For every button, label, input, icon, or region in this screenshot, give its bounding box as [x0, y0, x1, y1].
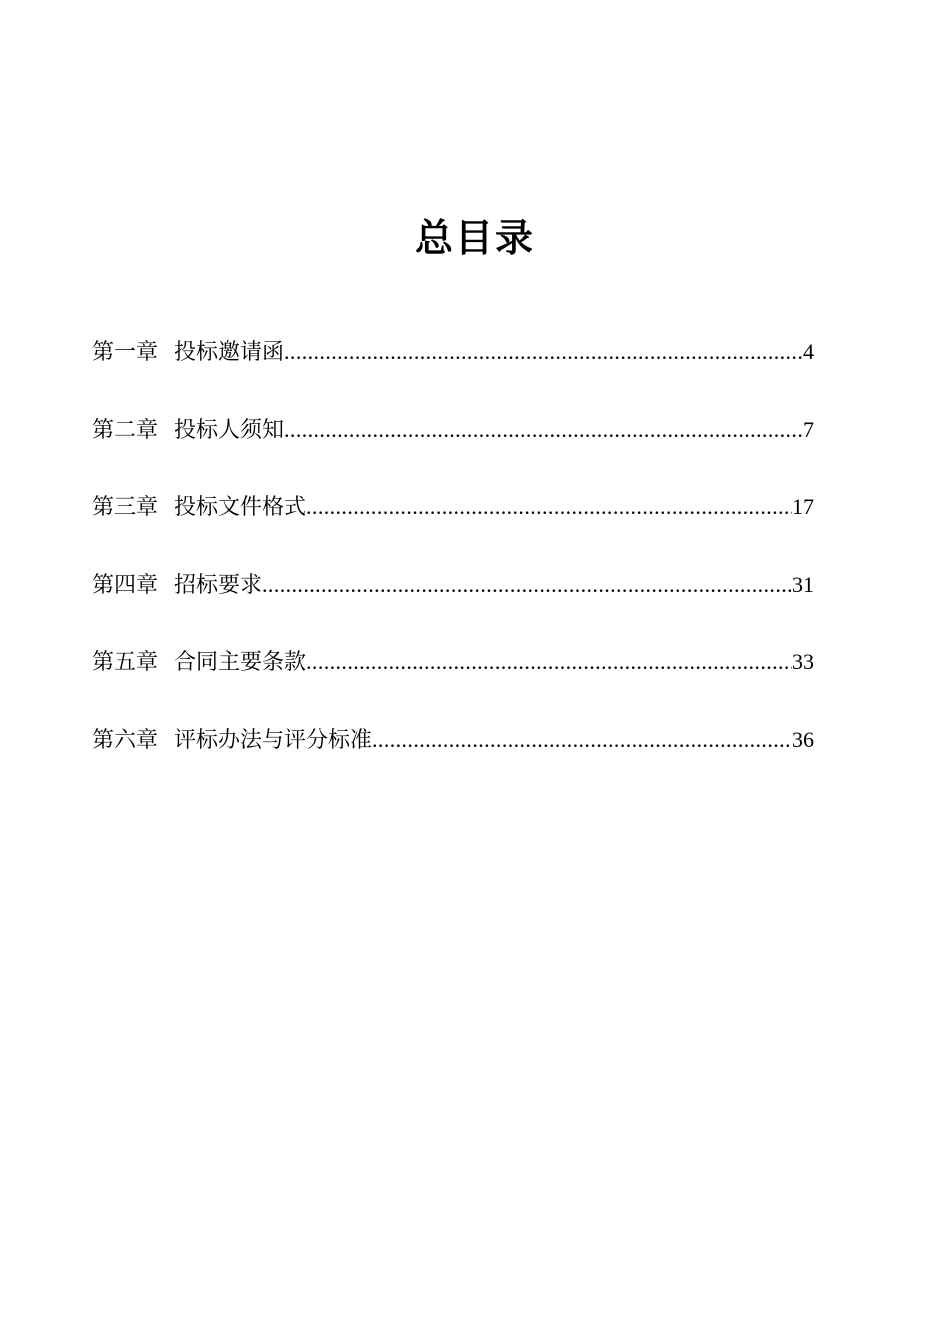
- toc-entry-chapter-2[interactable]: [92, 410, 814, 488]
- page-title: 总目录: [414, 215, 535, 260]
- table-of-contents: [92, 332, 814, 798]
- toc-entry-title: 投标文件格式: [174, 495, 307, 521]
- toc-chapter-label: 第三章: [92, 495, 159, 521]
- toc-page-number: 17: [792, 494, 814, 520]
- toc-dot-leader: [284, 332, 803, 372]
- toc-entry-chapter-3[interactable]: [92, 487, 814, 565]
- toc-page-number: 7: [803, 416, 814, 442]
- toc-page-number: 31: [792, 571, 814, 597]
- toc-chapter-label: 第二章: [92, 417, 159, 443]
- toc-dot-leader: [306, 642, 792, 682]
- toc-entry-title: 招标要求: [174, 572, 263, 598]
- toc-dot-leader: [372, 720, 792, 760]
- toc-dot-leader: [262, 565, 792, 605]
- toc-entry-chapter-4[interactable]: [92, 565, 814, 643]
- toc-entry-title: 投标人须知: [174, 417, 285, 443]
- toc-chapter-label: 第五章: [92, 650, 159, 676]
- toc-dot-leader: [284, 410, 803, 450]
- toc-page-number: 33: [792, 649, 814, 675]
- toc-page-number: 36: [792, 726, 814, 752]
- toc-chapter-label: 第四章: [92, 572, 159, 598]
- toc-chapter-label: 第六章: [92, 727, 159, 753]
- toc-entry-title: 投标邀请函: [174, 340, 285, 365]
- toc-entry-title: 合同主要条款: [174, 650, 307, 676]
- toc-dot-leader: [306, 487, 792, 527]
- toc-chapter-label: 第一章: [92, 340, 159, 365]
- toc-entry-chapter-6[interactable]: [92, 720, 814, 798]
- toc-page-number: 4: [803, 339, 814, 364]
- toc-entry-chapter-5[interactable]: [92, 642, 814, 720]
- toc-entry-title: 评标办法与评分标准: [174, 727, 373, 753]
- toc-entry-chapter-1[interactable]: [92, 332, 814, 410]
